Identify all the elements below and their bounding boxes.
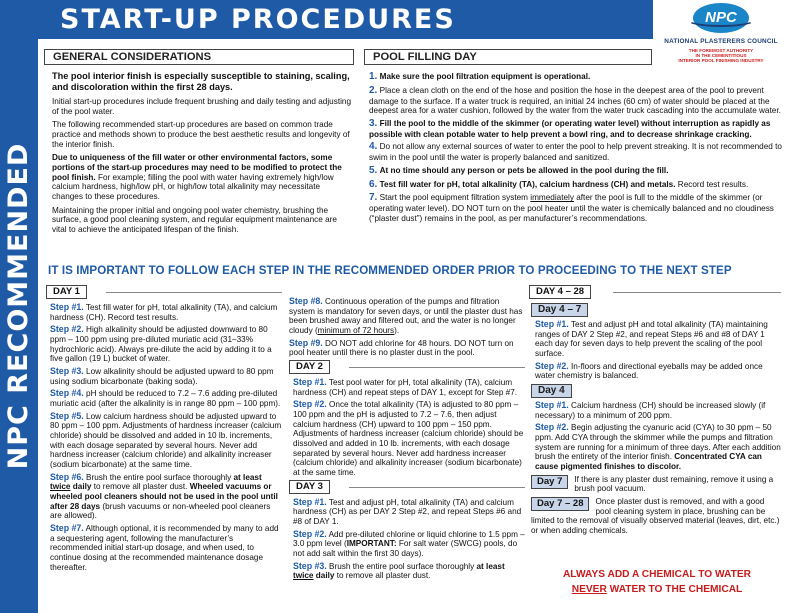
day3-step: Step #1. Test and adjust pH, total alkalinity (TA) and calcium hardness (CH) as per DAY 2 Step #2, and repeat Steps #6 and #8 of DAY 1. bbox=[293, 496, 522, 527]
general-intro: The pool interior finish is especially susceptible to staining, scaling, and discoloration within the first 28 days. bbox=[52, 71, 350, 93]
day1-step: Step #7. Although optional, it is recommended by many to add a sequestering agent, following the manufacturer’s recommended initial start-up dosage, and when used, to continue dosing at the recommended maintenance dosage thereafter. bbox=[50, 523, 279, 572]
side-banner bbox=[0, 0, 38, 613]
page-title: START-UP PROCEDURES bbox=[60, 4, 456, 35]
warning-line-2: NEVER WATER TO THE CHEMICAL bbox=[571, 583, 743, 595]
important-banner: IT IS IMPORTANT TO FOLLOW EACH STEP IN THE RECOMMENDED ORDER PRIOR TO PROCEEDING TO THE NEXT STEP bbox=[48, 264, 732, 277]
day1-step: Step #1. Test fill water for pH, total alkalinity (TA), and calcium hardness (CH). Record test results. bbox=[50, 302, 278, 322]
day7-heading: Day 7 bbox=[531, 475, 568, 489]
general-p2: The following recommended start-up procedures are based on common trade practice and methods shown to produce the best aesthetic results and longevity of the interior finish. bbox=[52, 120, 350, 149]
logo-tagline: THE FOREMOST AUTHORITY IN THE CEMENTITIOUS INTERIOR POOL FINISHING INDUSTRY bbox=[678, 47, 764, 64]
filling-item: 5. At no time should any person or pets be allowed in the pool during the fill. bbox=[369, 164, 669, 176]
day4-28-heading: DAY 4 – 28 bbox=[529, 285, 781, 300]
general-p1: Initial start-up procedures include frequent brushing and daily testing and adjusting of the pool water. bbox=[52, 97, 352, 116]
day4-heading: Day 4 bbox=[531, 384, 572, 398]
general-p4: Maintaining the proper initial and ongoing pool water chemistry, brushing the surface, a good pool cleaning system, and regular equipment maintenance are vital to achieve the anticipated lifespan of the finish. bbox=[52, 205, 337, 235]
filling-section bbox=[369, 71, 784, 226]
general-p3: Due to uniqueness of the fill water or other environmental factors, some portions of the start-up procedures may need to be modified to protect the pool finish. For example; filling the pool with water having extremely high/low calcium hardness, high/low pH, or high/low total alkalinity may necessitate changes to these procedures. bbox=[52, 153, 342, 202]
filling-item: 4. Do not allow any external sources of water to enter the pool to help prevent streaking. It is not recommended to swim in the pool until the water is properly balanced and sanitized. bbox=[369, 141, 782, 163]
day3-heading: DAY 3 bbox=[289, 480, 525, 495]
filling-item: 2. Place a clean cloth on the end of the hose and position the hose in the deepest area of the pool to prevent damage to the surface. If a water truck is required, an initial 24 inches (60 cm) of water should be placed at the deepest area for a water cushion, followed by the water from the water truck cascading into the accumulate water. bbox=[369, 84, 781, 116]
day7-entry: Day 7 If there is any plaster dust remaining, remove it using a brush pool vacuum. bbox=[531, 475, 781, 494]
swoosh-icon bbox=[687, 13, 755, 27]
filling-item: 1. Make sure the pool filtration equipment is operational. bbox=[369, 71, 591, 82]
general-heading: GENERAL CONSIDERATIONS bbox=[44, 49, 354, 65]
filling-heading: POOL FILLING DAY bbox=[364, 49, 652, 65]
middle-column bbox=[289, 296, 525, 583]
chemical-warning bbox=[548, 568, 766, 598]
side-banner-text: NPC RECOMMENDED bbox=[3, 142, 35, 470]
day1-step: Step #9. DO NOT add chlorine for 48 hours. DO NOT turn on pool heater until there is no plaster dust in the pool. bbox=[289, 337, 514, 358]
day2-step: Step #2. Once the total alkalinity (TA) is adjusted to 80 ppm – 100 ppm and the pH is adjusted to 7.2 – 7.6, then adjust calcium hardness (CH) upward to 100 ppm – 150 ppm. Adjustments of hardness increaser (calcium chloride) should be dissolved and added in 10 lb. increments, with each dosage separated by several hours. Never add hardness increaser (calcium chloride) and alkalinity increaser (sodium bicarbonate) at the same time. bbox=[293, 399, 524, 478]
day1-step: Step #4. pH should be reduced to 7.2 – 7.6 adding pre-diluted muriatic acid (after the alkalinity is in range 80 ppm – 100 ppm). bbox=[50, 388, 281, 409]
day1-column bbox=[46, 283, 282, 574]
day3-step: Step #2. Add pre-diluted chlorine or liquid chlorine to 1.5 ppm – 3.0 ppm level (IMPORTANT: For salt water (SWCG) pools, do not add salt within the first 30 days). bbox=[293, 528, 525, 559]
npc-logo-mark: NPC bbox=[693, 3, 749, 33]
day4-7-heading: Day 4 – 7 bbox=[531, 303, 588, 317]
day7-28-entry: Day 7 – 28 Once plaster dust is removed, and with a good pool cleaning system in place, brushing can be limited to the removal of visually observed material (leaves, dirt, etc.) or when adding chemicals. bbox=[531, 497, 780, 536]
warning-line-1: ALWAYS ADD A CHEMICAL TO WATER bbox=[562, 569, 752, 580]
day1-step: Step #6. Brush the entire pool surface thoroughly at least twice daily to remove all plaster dust. Wheeled vacuums or wheeled pool cleaners should not be used in the pool until after 28 days (brush vacuums or non-wheeled pool cleaners are allowed). bbox=[50, 471, 278, 521]
npc-logo bbox=[656, 3, 786, 75]
day4-7-step: Step #1. Test and adjust pH and total alkalinity (TA) maintaining ranges of DAY 2 Step #2, and repeat Steps #6 and #8 of DAY 1 each day for seven days to help prevent the scaling of the pool surface. bbox=[535, 319, 768, 359]
day2-step: Step #1. Test pool water for pH, total alkalinity (TA), calcium hardness (CH) and repeat steps of DAY 1, except for Step #7. bbox=[293, 377, 518, 397]
day4-7-step: Step #2. In-floors and directional eyeballs may be added once water chemistry is balanced. bbox=[535, 360, 763, 381]
day2-heading: DAY 2 bbox=[289, 360, 525, 375]
day3-step: Step #3. Brush the entire pool surface thoroughly at least twice daily to remove all plaster dust. bbox=[293, 560, 505, 581]
day1-step: Step #5. Low calcium hardness should be adjusted upward to 80 ppm – 100 ppm. Adjustments of hardness increaser (calcium chloride) should be dissolved and added in 10 lb. increments, with each dosage separated by several hours. Never add hardness increaser (calcium chloride) and alkalinity increaser (sodium bicarbonate) at the same time. bbox=[50, 410, 282, 470]
day1-step: Step #8. Continuous operation of the pumps and filtration system is mandatory for seven days, or until the plaster dust has been brushed away and filtered out, and the water is no longer cloudy (minimum of 72 hours). bbox=[289, 296, 523, 336]
filling-item: 7. Start the pool equipment filtration system immediately after the pool is full to the middle of the skimmer (or operating water level). DO NOT turn on the pool heater until the water is chemically balanced and no cloudiness (“plaster dust”) remains in the pool, as per manufacturer’s recommendations. bbox=[369, 192, 774, 223]
day4-step: Step #1. Calcium hardness (CH) should be increased slowly (if necessary) to a minimum of 200 ppm. bbox=[535, 400, 766, 420]
filling-item: 3. Fill the pool to the middle of the skimmer (or operating water level) without interruption as rapidly as possible with clean potable water to help prevent a bowl ring, and to decrease shrinkage cracking. bbox=[369, 117, 771, 139]
day1-step: Step #3. Low alkalinity should be adjusted upward to 80 ppm using sodium bicarbonate (baking soda). bbox=[50, 366, 274, 386]
day4-step: Step #2. Begin adjusting the cyanuric acid (CYA) to 30 ppm – 50 ppm. Add CYA through the skimmer while the pumps and filtration system are running for a minimum of three days. After each addition brush the entirety of the interior finish. Concentrated CYA can cause pigmented finishes to discolor. bbox=[535, 422, 781, 472]
day1-step: Step #2. High alkalinity should be adjusted downward to 80 ppm – 100 ppm using pre-diluted muriatic acid (31–33% hydrochloric acid). Always pre-dilute the acid by adding it to a five gallon (19 L) bucket of water. bbox=[50, 324, 272, 364]
day4-28-column bbox=[529, 283, 781, 538]
day1-heading: DAY 1 bbox=[46, 285, 282, 300]
general-section bbox=[52, 71, 352, 239]
logo-name: NATIONAL PLASTERERS COUNCIL bbox=[664, 38, 778, 45]
filling-item: 6. Test fill water for pH, total alkalinity (TA), calcium hardness (CH) and metals. Record test results. bbox=[369, 178, 749, 190]
day7-28-heading: Day 7 – 28 bbox=[531, 497, 589, 511]
